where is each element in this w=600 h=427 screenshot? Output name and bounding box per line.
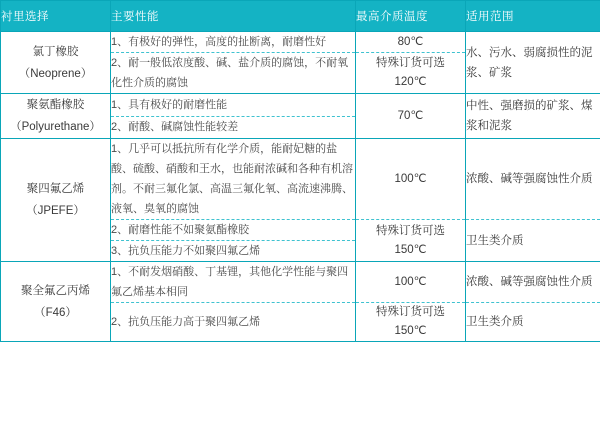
- temperature-cell: [356, 139, 466, 220]
- properties-cell: 2、耐一般低浓度酸、碱、盐介质的腐蚀，不耐氧化性介质的腐蚀: [111, 53, 356, 94]
- material-cell-neoprene: [1, 32, 111, 94]
- material-name-en: （Neoprene）: [18, 67, 93, 80]
- material-name-en: （Polyurethane）: [10, 121, 101, 133]
- material-name: 聚氨酯橡胶: [26, 99, 85, 111]
- temperature-cell: [356, 94, 466, 139]
- material-name: 氯丁橡胶: [32, 45, 79, 58]
- column-header-application-scope: 适用范围: [466, 1, 600, 32]
- temperature-note: 特殊订货可选: [376, 306, 445, 318]
- temperature-cell: [356, 303, 466, 342]
- temperature-cell: [356, 53, 466, 94]
- scope-cell: 浓酸、碱等强腐蚀性介质: [466, 262, 600, 303]
- scope-cell: 浓酸、碱等强腐蚀性介质: [466, 139, 600, 220]
- properties-cell: 1、具有极好的耐磨性能: [111, 94, 356, 117]
- material-cell-fep: [1, 262, 111, 342]
- material-cell-ptfe: [1, 139, 111, 262]
- properties-cell: 3、抗负压能力不如聚四氟乙烯: [111, 241, 356, 262]
- properties-cell: 2、抗负压能力高于聚四氟乙烯: [111, 303, 356, 342]
- properties-cell: 2、耐酸、碱腐蚀性能较差: [111, 116, 356, 139]
- table-header-row: [1, 1, 600, 32]
- properties-cell: 1、几乎可以抵抗所有化学介质，能耐妃糖的盐酸、硫酸、硝酸和王水，也能耐浓碱和各种有机溶剂。不耐三氟化氯、高温三氟化氧、高流速沸腾、液氧、臭氧的腐蚀: [111, 139, 356, 220]
- column-header-properties: 主要性能: [111, 1, 356, 32]
- temperature-value: 150℃: [394, 325, 427, 337]
- temperature-value: 150℃: [394, 243, 427, 256]
- table-row: [1, 32, 600, 53]
- properties-cell: 1、不耐发烟硝酸、丁基锂，其他化学性能与聚四氟乙烯基本相同: [111, 262, 356, 303]
- properties-cell: 2、耐磨性能不如聚氨酯橡胶: [111, 220, 356, 241]
- temperature-value: 80℃: [397, 35, 424, 48]
- table-row: [1, 94, 600, 117]
- column-header-material: 衬里选择: [1, 1, 111, 32]
- temperature-value: 100℃: [394, 275, 427, 288]
- temperature-note: 特殊订货可选: [376, 57, 445, 69]
- temperature-value: 120℃: [394, 76, 427, 88]
- temperature-cell: [356, 262, 466, 303]
- temperature-value: 70℃: [397, 109, 424, 122]
- table-row: [1, 262, 600, 303]
- scope-cell: 卫生类介质: [466, 220, 600, 262]
- temperature-note: 特殊订货可选: [376, 224, 445, 237]
- temperature-cell: [356, 32, 466, 53]
- material-cell-polyurethane: [1, 94, 111, 139]
- table-row: [1, 139, 600, 220]
- scope-cell: 中性、强磨损的矿浆、煤浆和泥浆: [466, 94, 600, 139]
- temperature-value: 100℃: [394, 172, 427, 185]
- material-name: 聚四氟乙烯: [26, 183, 85, 195]
- material-name: 聚全氟乙丙烯: [21, 284, 90, 297]
- scope-cell: 水、污水、弱腐损性的泥浆、矿浆: [466, 32, 600, 94]
- material-name-en: （F46）: [34, 306, 77, 319]
- temperature-cell: [356, 220, 466, 262]
- column-header-max-temperature: 最高介质温度: [356, 1, 466, 32]
- table-header: [1, 1, 600, 32]
- table-body: [1, 32, 600, 342]
- scope-cell: 卫生类介质: [466, 303, 600, 342]
- material-name-en: （JPEFE）: [26, 205, 85, 217]
- properties-cell: 1、有极好的弹性，高度的扯断离，耐磨性好: [111, 32, 356, 53]
